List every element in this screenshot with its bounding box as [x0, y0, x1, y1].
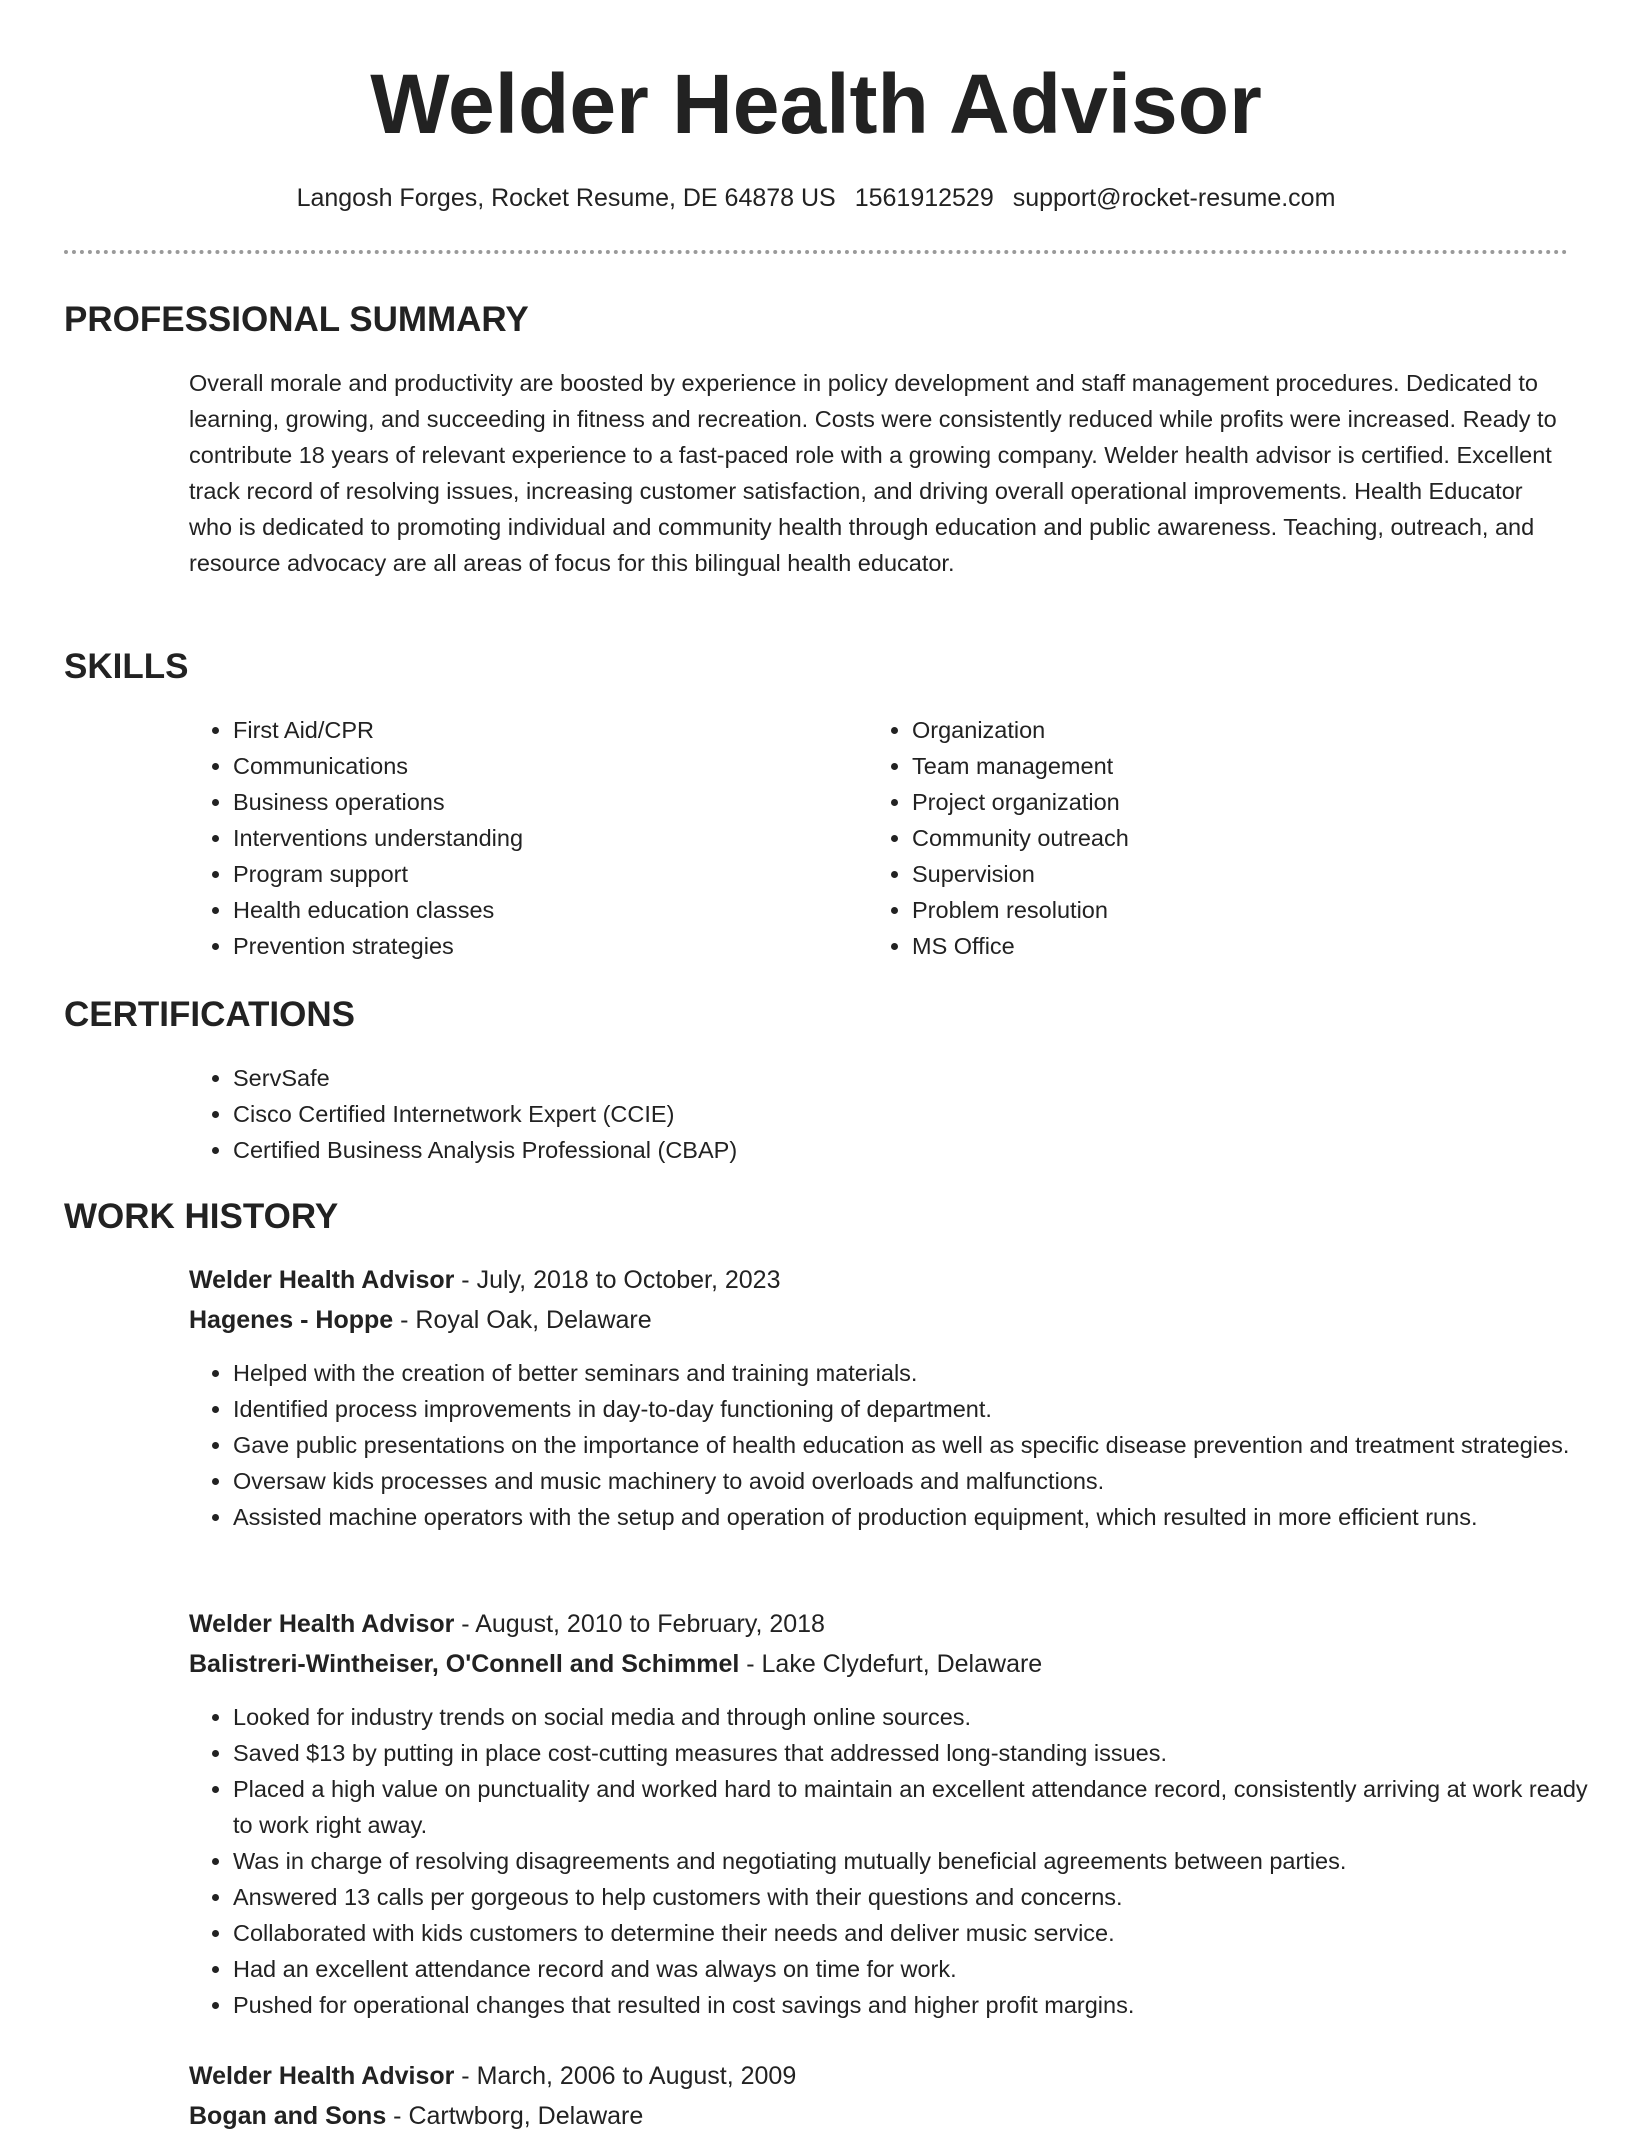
resume-name: Welder Health Advisor [370, 57, 1262, 151]
job-bullet: • Oversaw kids processes and music machinery to avoid overloads and malfunctions. [233, 1463, 1608, 1499]
skill-item: • Business operations [233, 784, 853, 820]
skill-item: • Supervision [912, 856, 1532, 892]
job-title-line [189, 1606, 1564, 1642]
certifications-list [189, 1060, 1608, 1168]
summary-text: Overall morale and productivity are boosted by experience in policy development and staff management procedures. Dedicated to learning, growing, and succeeding in fitness and recreation. Costs were consistently reduced while profits were increased. Ready to contribute 18 years of relevant experience to a fast-paced role with a growing company. Welder health advisor is certified. Excellent track record of resolving issues, increasing customer satisfaction, and driving overall operational improvements. Health Educator who is dedicated to promoting individual and community health through education and public awareness. Teaching, outreach, and resource advocacy are all areas of focus for this bilingual health educator. [189, 370, 1557, 576]
job-company-line [189, 1646, 1564, 1682]
skill-item: • Organization [912, 712, 1532, 748]
skill-item: • Team management [912, 748, 1532, 784]
job-title: Welder Health Advisor [189, 2062, 455, 2090]
skill-item: • Interventions understanding [233, 820, 853, 856]
job-title: Welder Health Advisor [189, 1266, 455, 1294]
skill-item: • Prevention strategies [233, 928, 853, 964]
skill-item: • Community outreach [912, 820, 1532, 856]
skills-list-left [189, 712, 853, 964]
job-title: Welder Health Advisor [189, 1610, 455, 1638]
skill-item: • MS Office [912, 928, 1532, 964]
job-company: Hagenes - Hoppe [189, 1306, 394, 1334]
work-history-heading: WORK HISTORY [64, 1197, 339, 1236]
job-location: - Lake Clydefurt, Delaware [739, 1650, 1043, 1678]
job-company-line [189, 1302, 1564, 1338]
header-divider [64, 250, 1568, 254]
contact-phone: 1561912529 [854, 184, 994, 212]
certifications-heading: CERTIFICATIONS [64, 995, 356, 1034]
certification-item: • Cisco Certified Internetwork Expert (CCIE) [233, 1096, 1608, 1132]
job-company: Balistreri-Wintheiser, O'Connell and Schimmel [189, 1650, 740, 1678]
contact-line [0, 180, 1632, 216]
job-bullet: • Helped with the creation of better seminars and training materials. [233, 1355, 1608, 1391]
job-bullet: • Was in charge of resolving disagreements and negotiating mutually beneficial agreements between parties. [233, 1843, 1608, 1879]
job-bullet: • Identified process improvements in day-to-day functioning of department. [233, 1391, 1608, 1427]
job-company-line [189, 2098, 1564, 2134]
skill-item: • Communications [233, 748, 853, 784]
job-bullet: • Placed a high value on punctuality and worked hard to maintain an excellent attendance record, consistently arriving at work ready to work right away. [233, 1771, 1608, 1843]
job-bullet: • Looked for industry trends on social media and through online sources. [233, 1699, 1608, 1735]
job-bullet: • Had an excellent attendance record and was always on time for work. [233, 1951, 1608, 1987]
job-bullet: • Collaborated with kids customers to determine their needs and deliver music service. [233, 1915, 1608, 1951]
skill-item: • Project organization [912, 784, 1532, 820]
skill-item: • Problem resolution [912, 892, 1532, 928]
job-location: - Cartwborg, Delaware [386, 2102, 644, 2130]
skill-item: • First Aid/CPR [233, 712, 853, 748]
job-title-line [189, 2058, 1564, 2094]
contact-address: Langosh Forges, Rocket Resume, DE 64878 US [296, 184, 836, 212]
job-bullet: • Answered 13 calls per gorgeous to help customers with their questions and concerns. [233, 1879, 1608, 1915]
job-bullet: • Gave public presentations on the importance of health education as well as specific disease prevention and treatment strategies. [233, 1427, 1608, 1463]
summary-heading: PROFESSIONAL SUMMARY [64, 300, 529, 339]
job-bullets [189, 1699, 1608, 2023]
job-bullets [189, 1355, 1608, 1535]
job-bullet: • Saved $13 by putting in place cost-cutting measures that addressed long-standing issues. [233, 1735, 1608, 1771]
skills-list-right [868, 712, 1532, 964]
job-company: Bogan and Sons [189, 2102, 387, 2130]
certification-item: • Certified Business Analysis Professional (CBAP) [233, 1132, 1608, 1168]
job-location: - Royal Oak, Delaware [393, 1306, 652, 1334]
job-dates: - July, 2018 to October, 2023 [454, 1266, 781, 1294]
job-title-line [189, 1262, 1564, 1298]
certification-item: • ServSafe [233, 1060, 1608, 1096]
contact-email: support@rocket-resume.com [1012, 184, 1336, 212]
job-bullet: • Pushed for operational changes that resulted in cost savings and higher profit margins. [233, 1987, 1608, 2023]
skills-heading: SKILLS [64, 647, 189, 686]
job-dates: - March, 2006 to August, 2009 [454, 2062, 797, 2090]
skill-item: • Program support [233, 856, 853, 892]
skill-item: • Health education classes [233, 892, 853, 928]
job-dates: - August, 2010 to February, 2018 [454, 1610, 825, 1638]
job-bullet: • Assisted machine operators with the setup and operation of production equipment, which resulted in more efficient runs. [233, 1499, 1608, 1535]
